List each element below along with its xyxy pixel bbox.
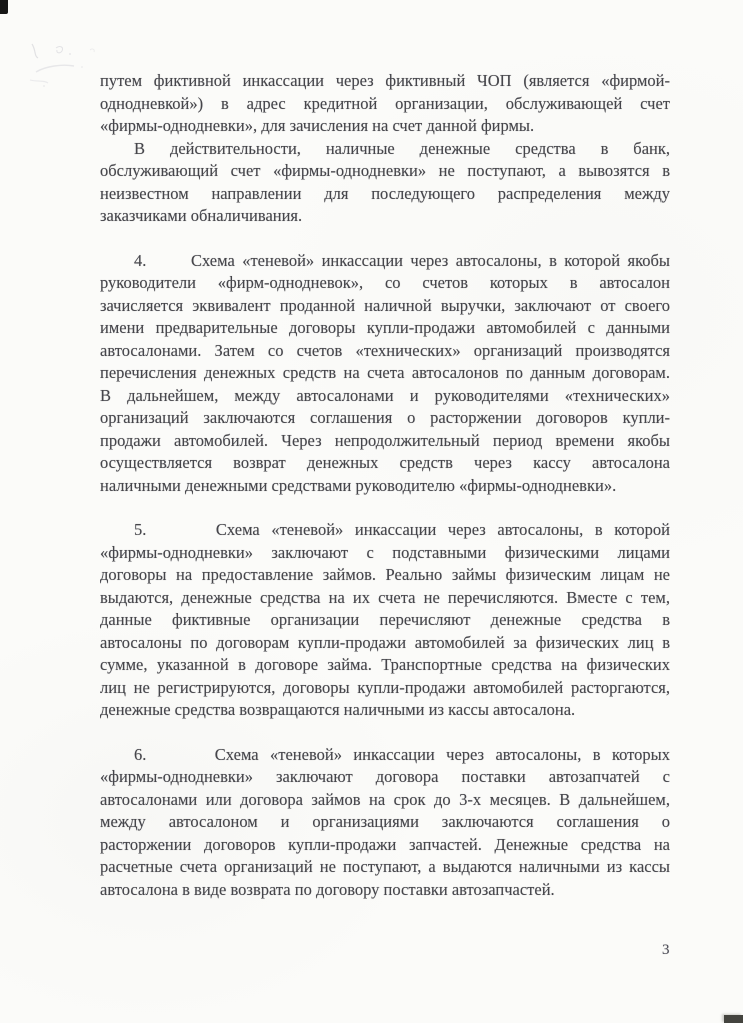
paragraph <box>100 70 670 138</box>
text-line: «фирмы-однодневки» заключают с подставными физическими лицами <box>100 542 670 562</box>
text-line: автосалоны по договорам купли-продажи автомобилей за физических лиц в <box>100 632 670 652</box>
text-line: сумме, указанной в договоре займа. Транспортные средства на физических <box>100 655 670 674</box>
text-line: руководители «фирм-однодневок», со счетов которых в автосалон <box>100 273 670 292</box>
scanner-edge-artifact-bottom-right <box>724 1015 743 1023</box>
text-line: «фирмы-однодневки» заключают договора поставки автозапчатей с <box>100 767 670 786</box>
text-line: автосалонами или договора займов на срок до 3-х месяцев. В дальнейшем, <box>100 789 670 809</box>
text-line: денежные средства возвращаются наличными из кассы автосалона. <box>100 700 576 719</box>
text-line: наличными денежными средствами руководителю «фирмы-однодневки». <box>100 475 617 495</box>
text-line: зачисляется эквивалент проданной наличной выручки, заключают от своего <box>100 295 670 315</box>
text-line: организаций заключаются соглашения о расторжении договоров купли- <box>100 408 670 427</box>
text-line: между автосалоном и организациями заключаются соглашения о <box>100 812 670 831</box>
text-line: 4. Схема «теневой» инкассации через автосалоны, в которой якобы <box>134 250 670 270</box>
text-line: данные фиктивные организации перечисляют денежные средства в <box>100 610 670 629</box>
text-line: В дальнейшем, между автосалонами и руководителями «технических» <box>100 385 670 405</box>
text-line: выдаются, денежные средства на их счета не перечисляются. Вместе с тем, <box>100 587 670 607</box>
scanner-edge-artifact-top-left <box>0 0 8 14</box>
text-line: неизвестном направлении для последующего распределения между <box>100 183 670 203</box>
text-line: перечисления денежных средств на счета автосалонов по данным договорам. <box>100 363 670 382</box>
paragraph <box>100 138 670 228</box>
text-line: В действительности, наличные денежные средства в банк, <box>134 138 670 158</box>
text-line: 6. Схема «теневой» инкассации через автосалоны, в которых <box>134 744 670 764</box>
pencil-smudge-icon <box>22 36 112 91</box>
text-line: расторжении договоров купли-продажи запчастей. Денежные средства на <box>100 834 670 854</box>
paragraph <box>100 519 670 722</box>
text-line: имени предварительные договоры купли-продажи автомобилей с данными <box>100 318 670 337</box>
text-line: однодневкой») в адрес кредитной организации, обслуживающей счет <box>100 93 670 113</box>
text-line: обслуживающий счет «фирмы-однодневки» не поступают, а вывозятся в <box>100 161 670 180</box>
document-body <box>100 70 670 901</box>
text-line: продажи автомобилей. Через непродолжительный период времени якобы <box>100 430 670 450</box>
text-line: заказчиками обналичивания. <box>100 206 303 225</box>
paragraph <box>100 744 670 902</box>
page-number: 3 <box>662 942 670 958</box>
text-line: автосалонами. Затем со счетов «технических» организаций производятся <box>100 340 670 360</box>
paragraph <box>100 250 670 498</box>
text-line: договоры на предоставление займов. Реально займы физическим лицам не <box>100 565 670 584</box>
text-line: «фирмы-однодневки», для зачисления на счет данной фирмы. <box>100 116 535 135</box>
text-line: автосалона в виде возврата по договору поставки автозапчастей. <box>100 879 555 899</box>
text-line: расчетные счета организаций не поступают, а выдаются наличными из кассы <box>100 857 670 876</box>
text-line: 5. Схема «теневой» инкассации через автосалоны, в которой <box>134 520 670 539</box>
text-line: путем фиктивной инкассации через фиктивный ЧОП (является «фирмой- <box>100 71 670 90</box>
text-line: осуществляется возврат денежных средств через кассу автосалона <box>100 453 670 472</box>
text-line: лиц не регистрируются, договоры купли-продажи автомобилей расторгаются, <box>100 677 670 697</box>
